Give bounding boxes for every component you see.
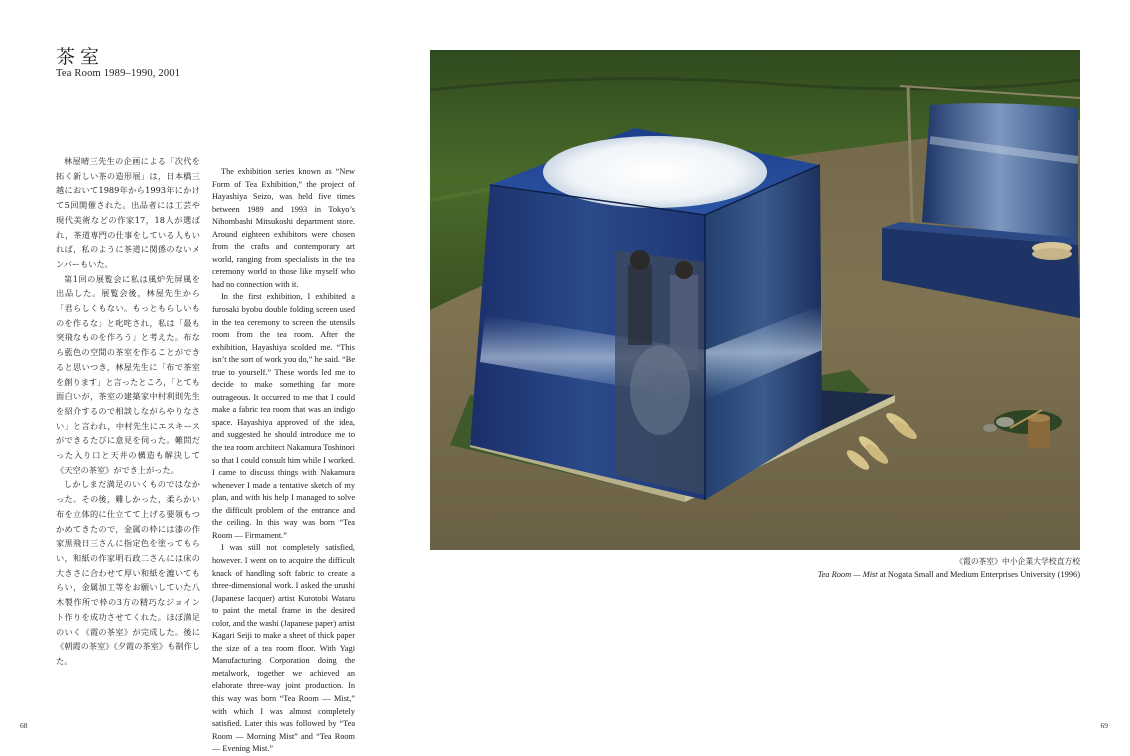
body-text-english (212, 166, 355, 756)
paragraph-ja-1: 林屋晴三先生の企画による「次代を拓く新しい茶の造形展」は，日本橋三越において1989年から1993年にかけて5回開催された。出品者には工芸や現代美術などの作家17，18人が選ばれ，茶道専門の仕事をしている人もいれば，私のように茶道に関係のないメンバーもいた。 (56, 156, 200, 269)
page-number-left: 68 (20, 721, 28, 730)
paragraph-en-3: I was still not completely satisfied, however. I went on to acquire the difficult knack of handling soft fabric to create a three-dimensional work. I asked the urushi (Japanese lacquer) artist Kurotobi Wataru to paint the metal frame in the desired color, and the washi (Japanese paper) artist Kagari Seiji to make a sheet of thick paper the size of a tea room floor. With Yagi Manufacturing Corporation doing the metalwork, together we achieved an elaborate three-way joint production. In this way was born “Tea Room — Mist,” with which I was almost completely satisfied. Later this was followed by “Tea Room — Morning Mist” and “Tea Room — Evening Mist.” (212, 543, 355, 754)
title-english: Tea Room 1989–1990, 2001 (56, 68, 181, 79)
tea-room-photograph (430, 50, 1080, 550)
caption-japanese: 《霞の茶室》中小企業大学校直方校 (955, 557, 1080, 566)
paragraph-ja-2: 第1回の展覧会に私は風炉先屏風を出品した。展覧会後，林屋先生から「君らしくもない。もっともらしいものを作るな」と叱咤され，私は「最も突飛なものを作ろう」と考えた。布なら藍色の空間の茶室を作ることができると思いつき，林屋先生に「布で茶室を創ります」と言ったところ，「とても面白いが，茶室の建築家中村利則先生を紹介するので相談しながらやりなさい」と言われ，中村先生にエスキースができるたびに意見を伺った。難問だった入り口と天井の構造も解決して《天空の茶室》ができ上がった。 (56, 273, 200, 475)
photo-caption (660, 556, 1080, 581)
paragraph-en-1: The exhibition series known as “New Form of Tea Exhibition,” the project of Hayashiya Seizo, was held five times between 1989 and 1993 in Tokyo’s Nihombashi Mitsukoshi department store. Around eighteen exhibitors were chosen from the crafts and contemporary art world, ranging from specialists in the tea ceremony world to those like myself who had no connection with it. (212, 167, 355, 289)
page-number-right: 69 (1100, 721, 1108, 730)
caption-location: at Nogata Small and Medium Enterprises University (1996) (877, 569, 1080, 579)
body-text-japanese (56, 154, 200, 669)
paragraph-en-2: In the first exhibition, I exhibited a furosaki byobu double folding screen used in the tea ceremony to screen the utensils room from the tea room. After the exhibition, Hayashiya scolded me. “This isn’t the sort of work you do,” he said. “Be true to yourself.” These words led me to decide to make something far more outrageous. It occurred to me that I could make a fabric tea room that was an indigo space. Hayashiya approved of the idea, and suggested he should introduce me to the tea room architect Nakamura Toshinori so that I could consult him while I worked. I came to discuss things with Nakamura whenever I made a tentative sketch of my plan, and with his help I managed to solve the difficult problem of the entrance and the ceiling. In this way was born “Tea Room — Firmament.” (212, 292, 355, 540)
paragraph-ja-3: しかしまだ満足のいくものではなかった。その後，難しかった，柔らかい布を立体的に仕立てて上げる要領もつかめてきたので，金属の枠には漆の作家黒飛日三さんに指定色を塗ってもらい，和紙の作家明石政二さんには床の大きさに合わせて厚い和紙を漉いてもらい，金属加工等をお願いしていた八木製作所で枠の3方の精巧なジョイント作りを成功させてくれた。ほぼ満足のいく《霞の茶室》が完成した。後に《朝霞の茶室》《夕霞の茶室》も制作した。 (56, 479, 200, 666)
title-japanese: 茶室 (56, 46, 105, 68)
caption-english (660, 569, 1080, 582)
caption-work-title: Tea Room — Mist (817, 569, 878, 579)
